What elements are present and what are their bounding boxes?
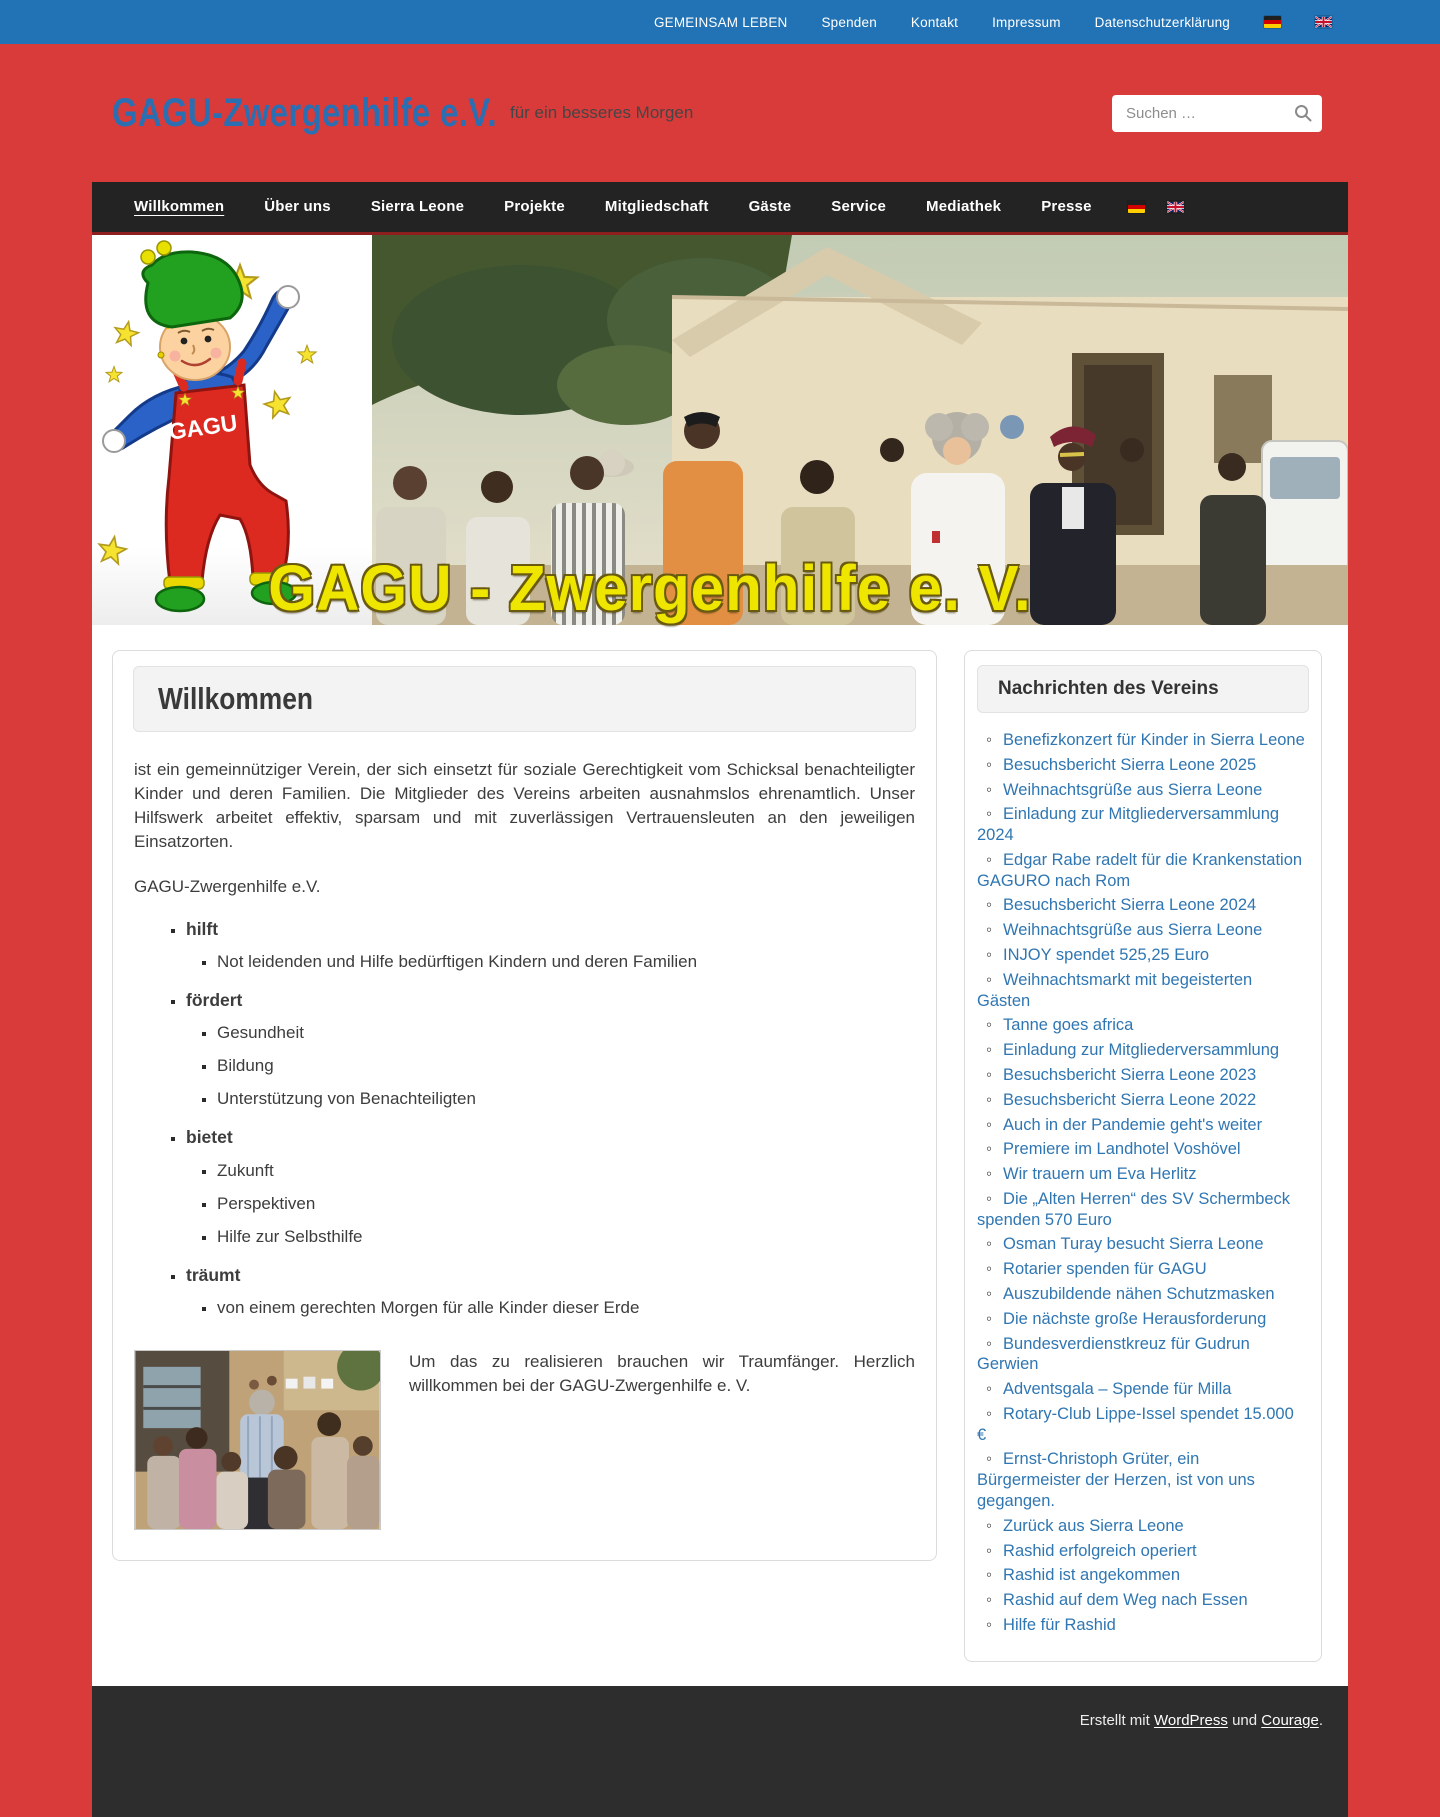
news-bullet-icon: ◦	[986, 1379, 993, 1399]
footer-text: Erstellt mit	[1079, 1711, 1154, 1729]
news-item	[977, 1064, 1305, 1086]
news-link[interactable]: Bundesverdienstkreuz für Gudrun Gerwien	[977, 1334, 1250, 1374]
widget-title-box	[977, 665, 1309, 713]
news-bullet-icon: ◦	[986, 1164, 993, 1184]
news-link[interactable]: Tanne goes africa	[1003, 1016, 1134, 1035]
mission-item	[186, 988, 915, 1112]
footer-credit	[117, 1712, 1323, 1729]
news-link[interactable]: Besuchsbericht Sierra Leone 2023	[1003, 1065, 1257, 1084]
intro-paragraph: ist ein gemeinnütziger Verein, der sich einsetzt für soziale Gerechtigkeit vom Schicksal benachteiligter Kinder und deren Familien. Die Mitglieder des Vereins arbeiten ausnahmslos ehrenamtlich. Unser Hilfswerk arbeitet effektiv, sparsam und mit zuverlässigen Vertrauensleuten an den jeweiligen Einsatzorten.	[134, 760, 915, 852]
news-link[interactable]: Besuchsbericht Sierra Leone 2024	[1003, 896, 1257, 915]
news-link[interactable]: Premiere im Landhotel Voshövel	[1003, 1140, 1241, 1159]
news-link[interactable]: Weihnachtsgrüße aus Sierra Leone	[1003, 780, 1263, 799]
page-title: Willkommen	[158, 681, 313, 716]
nav-link[interactable]: Sierra Leone	[370, 198, 465, 215]
news-bullet-icon: ◦	[986, 1089, 993, 1109]
mission-sublist	[186, 1021, 915, 1111]
news-link[interactable]: Edgar Rabe radelt für die Krankenstation GAGURO nach Rom	[977, 850, 1303, 890]
content-region	[92, 625, 1348, 1686]
news-item	[977, 1378, 1305, 1400]
news-item	[977, 849, 1305, 892]
mission-term: bietet	[186, 1127, 233, 1148]
widget-title: Nachrichten des Vereins	[998, 678, 1219, 699]
news-bullet-icon: ◦	[986, 849, 993, 869]
news-item	[977, 779, 1305, 801]
mission-subitem: ▪ Bildung	[217, 1054, 915, 1078]
news-bullet-icon: ◦	[986, 1403, 993, 1423]
news-link[interactable]: Weihnachtsmarkt mit begeisterten Gästen	[977, 970, 1253, 1010]
news-item	[977, 1138, 1305, 1160]
search-box	[1112, 95, 1322, 132]
news-bullet-icon: ◦	[986, 1590, 993, 1610]
footer-text: und	[1227, 1711, 1262, 1729]
footer-text: .	[1318, 1711, 1323, 1729]
nav-link[interactable]: Mediathek	[926, 198, 1002, 215]
site-footer	[92, 1686, 1348, 1817]
news-item	[977, 894, 1305, 916]
news-item	[977, 729, 1305, 751]
mission-subitem: ▪ Perspektiven	[217, 1192, 915, 1216]
mission-term: hilft	[186, 918, 219, 939]
news-link[interactable]: Einladung zur Mitgliederversammlung	[1003, 1041, 1280, 1060]
news-link[interactable]: Hilfe für Rashid	[1003, 1615, 1116, 1634]
news-bullet-icon: ◦	[986, 945, 993, 965]
nav-link[interactable]: Projekte	[504, 198, 565, 215]
main-nav-items	[114, 182, 1112, 232]
mission-subitem: ▪ Hilfe zur Selbsthilfe	[217, 1225, 915, 1249]
news-bullet-icon: ◦	[986, 895, 993, 915]
site-header	[92, 44, 1348, 182]
news-link[interactable]: Rotary-Club Lippe-Issel spendet 15.000 €	[977, 1404, 1294, 1444]
news-item	[977, 1448, 1305, 1511]
main-content-card	[112, 650, 937, 1561]
news-bullet-icon: ◦	[986, 1540, 993, 1560]
mission-sublist	[186, 1159, 915, 1249]
news-link[interactable]: Die nächste große Herausforderung	[1003, 1309, 1267, 1328]
site-title[interactable]: GAGU-Zwergenhilfe e.V.	[112, 90, 498, 135]
mission-item	[186, 1263, 915, 1320]
news-item	[977, 1403, 1305, 1446]
news-item	[977, 1614, 1305, 1636]
news-link[interactable]: INJOY spendet 525,25 Euro	[1003, 946, 1210, 965]
nav-link[interactable]: Willkommen	[134, 198, 225, 215]
german-flag-icon[interactable]	[1264, 16, 1281, 28]
news-bullet-icon: ◦	[986, 730, 993, 749]
news-list	[977, 729, 1309, 1636]
news-link[interactable]: Auch in der Pandemie geht's weiter	[1003, 1115, 1263, 1134]
news-bullet-icon: ◦	[986, 1515, 993, 1535]
news-bullet-icon: ◦	[986, 1449, 993, 1469]
news-item	[977, 754, 1305, 776]
mission-subitem: ▪ Zukunft	[217, 1159, 915, 1183]
mission-term: fördert	[186, 989, 243, 1010]
news-link[interactable]: Adventsgala – Spende für Milla	[1003, 1380, 1232, 1399]
news-bullet-icon: ◦	[986, 1614, 993, 1634]
news-item	[977, 1333, 1305, 1376]
mission-subitem: ▪ Gesundheit	[217, 1021, 915, 1045]
news-item	[977, 803, 1305, 846]
wordpress-link[interactable]: WordPress	[1153, 1711, 1228, 1729]
news-link[interactable]: Rashid ist angekommen	[1003, 1566, 1181, 1585]
news-link[interactable]: Osman Turay besucht Sierra Leone	[1003, 1235, 1264, 1254]
news-link[interactable]: Wir trauern um Eva Herlitz	[1003, 1165, 1197, 1184]
mission-subitem: ▪ Not leidenden und Hilfe bedürftigen Kindern und deren Familien	[217, 950, 915, 974]
org-name: GAGU-Zwergenhilfe e.V.	[134, 876, 321, 896]
news-item	[977, 944, 1305, 966]
news-bullet-icon: ◦	[986, 1333, 993, 1353]
news-item	[977, 1188, 1305, 1231]
mission-subitem: ▪ Unterstützung von Benachteiligten	[217, 1087, 915, 1111]
main-nav	[92, 182, 1348, 235]
news-item	[977, 1589, 1305, 1611]
topbar	[0, 0, 1440, 44]
topbar-link[interactable]: Spenden	[821, 14, 877, 30]
nav-british-flag-icon[interactable]	[1167, 201, 1184, 213]
news-bullet-icon: ◦	[986, 1040, 993, 1060]
news-link[interactable]: Rashid erfolgreich operiert	[1003, 1541, 1197, 1560]
news-link[interactable]: Rotarier spenden für GAGU	[1003, 1260, 1207, 1279]
news-item	[977, 1039, 1305, 1061]
news-item	[977, 1515, 1305, 1537]
news-bullet-icon: ◦	[986, 779, 993, 799]
nav-link[interactable]: Service	[831, 198, 887, 215]
news-item	[977, 1089, 1305, 1111]
news-bullet-icon: ◦	[986, 1114, 993, 1134]
news-bullet-icon: ◦	[986, 1139, 993, 1159]
mission-sublist	[186, 1296, 915, 1320]
news-bullet-icon: ◦	[986, 1565, 993, 1585]
topbar-menu-items	[654, 15, 1230, 30]
news-bullet-icon: ◦	[986, 1283, 993, 1303]
nav-link[interactable]: Über uns	[264, 198, 331, 215]
news-item	[977, 1540, 1305, 1562]
news-link[interactable]: Rashid auf dem Weg nach Essen	[1003, 1591, 1248, 1610]
news-link[interactable]: Besuchsbericht Sierra Leone 2025	[1003, 755, 1257, 774]
nav-german-flag-icon[interactable]	[1128, 201, 1145, 213]
news-bullet-icon: ◦	[986, 1259, 993, 1279]
page-title-box	[133, 666, 916, 732]
topbar-link[interactable]: Kontakt	[910, 14, 959, 30]
content-photo	[134, 1350, 381, 1530]
nav-link[interactable]: Gäste	[748, 198, 792, 215]
news-item	[977, 1258, 1305, 1280]
news-item	[977, 1233, 1305, 1255]
mission-list	[134, 917, 915, 1321]
mission-item	[186, 1125, 915, 1249]
site-tagline: für ein besseres Morgen	[510, 103, 694, 122]
hero-caption: GAGU - Zwergenhilfe e. V.	[268, 552, 1032, 624]
news-bullet-icon: ◦	[986, 1234, 993, 1254]
news-bullet-icon: ◦	[986, 804, 993, 824]
news-item	[977, 1283, 1305, 1305]
british-flag-icon[interactable]	[1315, 16, 1332, 28]
news-widget	[964, 650, 1322, 1662]
mission-item	[186, 917, 915, 974]
news-link[interactable]: Ernst-Christoph Grüter, ein Bürgermeister der Herzen, ist von uns gegangen.	[977, 1450, 1255, 1510]
mission-sublist	[186, 950, 915, 974]
nav-link[interactable]: Presse	[1041, 198, 1092, 215]
news-bullet-icon: ◦	[986, 1015, 993, 1035]
topbar-link[interactable]: GEMEINSAM LEBEN	[653, 14, 788, 30]
mission-term: träumt	[186, 1264, 241, 1285]
news-link[interactable]: Die „Alten Herren“ des SV Schermbeck spenden 570 Euro	[977, 1189, 1291, 1229]
mission-subitem: ▪ von einem gerechten Morgen für alle Kinder dieser Erde	[217, 1296, 915, 1320]
news-bullet-icon: ◦	[986, 754, 993, 774]
news-bullet-icon: ◦	[986, 1188, 993, 1208]
news-link[interactable]: Auszubildende nähen Schutzmasken	[1003, 1284, 1275, 1303]
news-link[interactable]: Einladung zur Mitgliederversammlung 2024	[977, 805, 1280, 845]
news-item	[977, 1163, 1305, 1185]
news-bullet-icon: ◦	[986, 920, 993, 940]
topbar-link[interactable]: Impressum	[992, 14, 1061, 30]
news-item	[977, 1308, 1305, 1330]
news-link[interactable]: Zurück aus Sierra Leone	[1003, 1516, 1184, 1535]
news-item	[977, 919, 1305, 941]
news-item	[977, 1014, 1305, 1036]
news-link[interactable]: Benefizkonzert für Kinder in Sierra Leone	[1003, 731, 1305, 749]
news-link[interactable]: Weihnachtsgrüße aus Sierra Leone	[1003, 921, 1263, 940]
nav-link[interactable]: Mitgliedschaft	[604, 198, 709, 215]
search-icon[interactable]	[1290, 101, 1316, 127]
outro-paragraph: Um das zu realisieren brauchen wir Traumfänger. Herzlich willkommen bei der GAGU-Zwergenhilfe e. V.	[409, 1352, 915, 1396]
news-link[interactable]: Besuchsbericht Sierra Leone 2022	[1003, 1090, 1257, 1109]
news-bullet-icon: ◦	[986, 969, 993, 989]
hero-banner	[92, 235, 1348, 625]
news-item	[977, 969, 1305, 1012]
news-bullet-icon: ◦	[986, 1064, 993, 1084]
news-item	[977, 1564, 1305, 1586]
topbar-link[interactable]: Datenschutzerklärung	[1094, 14, 1230, 30]
news-bullet-icon: ◦	[986, 1308, 993, 1328]
mascot-text: GAGU	[166, 409, 239, 445]
news-item	[977, 1114, 1305, 1136]
courage-link[interactable]: Courage	[1261, 1711, 1319, 1729]
outro-row	[134, 1350, 915, 1530]
